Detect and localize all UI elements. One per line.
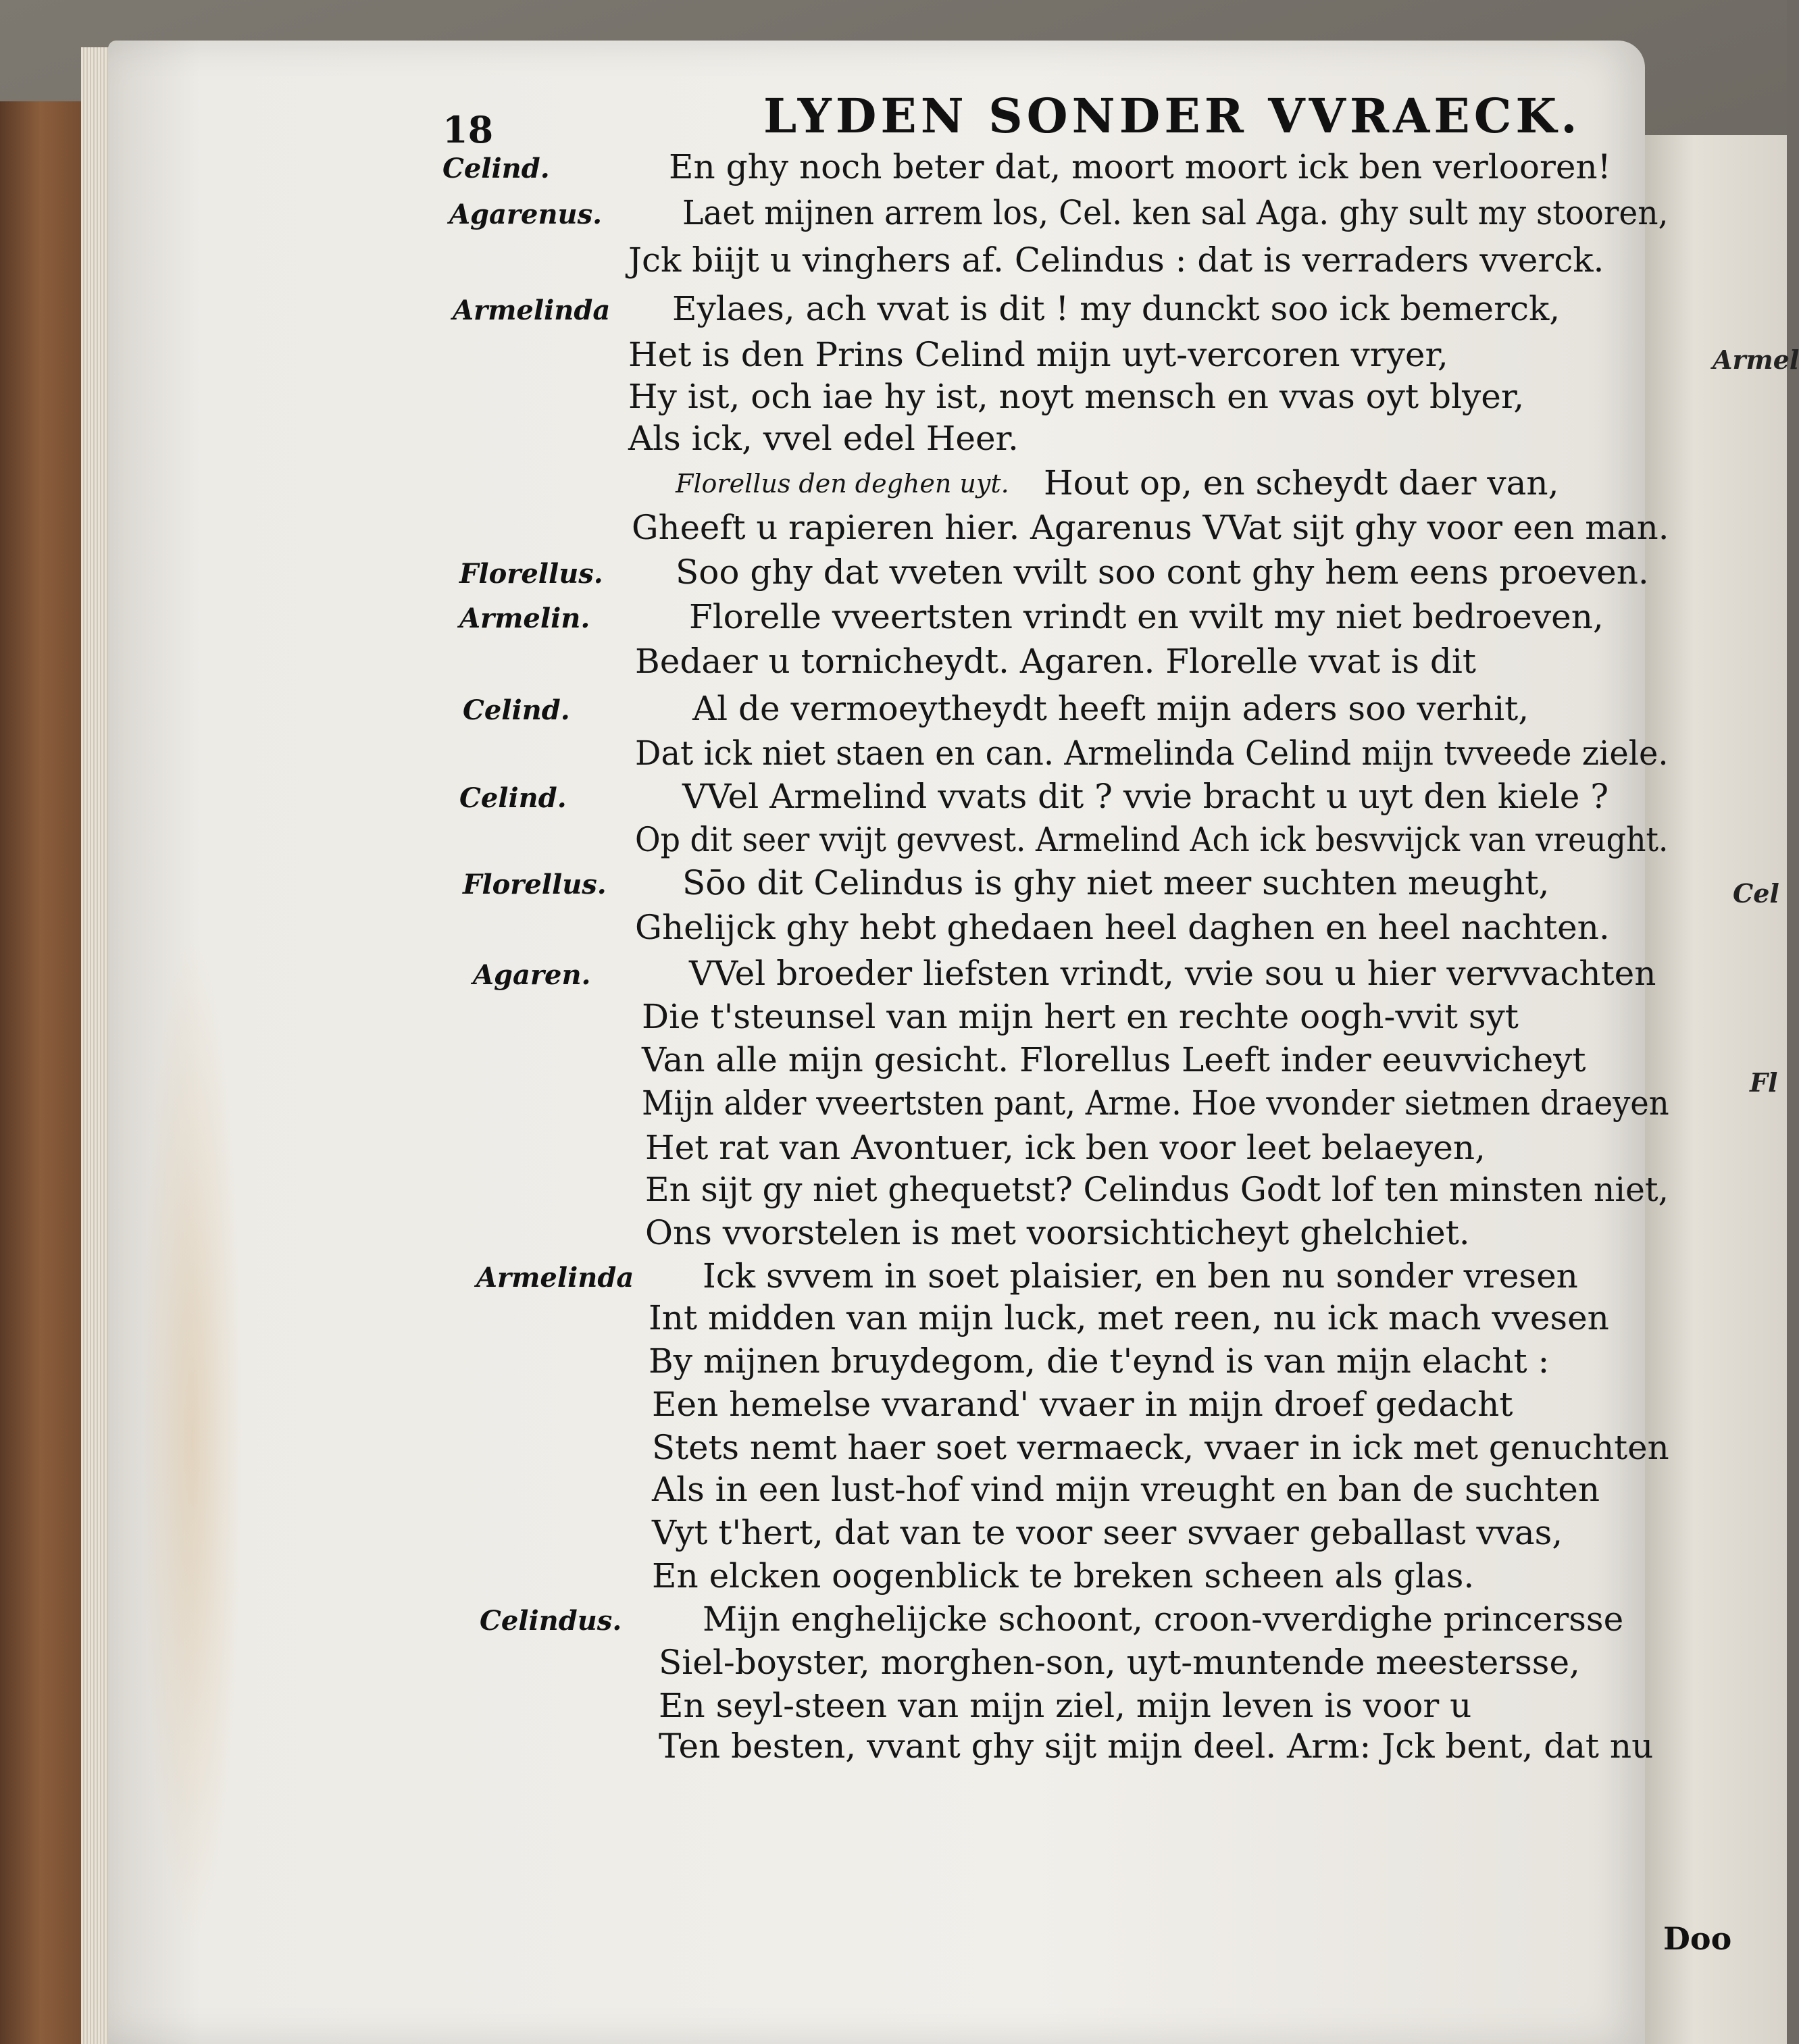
verse-line: Die t'steunsel van mijn hert en rechte oogh-vvit syt xyxy=(642,997,1519,1036)
verse-line: En seyl-steen van mijn ziel, mijn leven is voor u xyxy=(659,1686,1472,1725)
margin-fragment: Fl xyxy=(1750,1067,1778,1098)
speaker-name: Celind. xyxy=(459,782,567,814)
speaker-name: Agarenus. xyxy=(449,199,603,230)
verse-line: Van alle mijn gesicht. Florellus Leeft inder eeuvvicheyt xyxy=(642,1040,1586,1079)
verse-line: Dat ick niet staen en can. Armelinda Celind mijn tvveede ziele. xyxy=(635,734,1669,773)
verse-line: Het rat van Avontuer, ick ben voor leet belaeyen, xyxy=(645,1128,1486,1167)
verse-line: Al de vermoeytheydt heeft mijn aders soo verhit, xyxy=(692,689,1529,728)
stage-direction: Florellus den deghen uyt. xyxy=(676,469,1009,499)
margin-fragment: Armel xyxy=(1713,344,1799,375)
speaker-name: Armelinda xyxy=(453,295,611,326)
verse-line: Vyt t'hert, dat van te voor seer svvaer geballast vvas, xyxy=(652,1513,1563,1552)
verse-line: En ghy noch beter dat, moort moort ick ben verlooren! xyxy=(669,147,1611,186)
verse-line: Mijn enghelijcke schoont, croon-vverdighe princersse xyxy=(703,1600,1624,1639)
speaker-name: Agaren. xyxy=(473,959,591,991)
verse-line: En elcken oogenblick te breken scheen als glas. xyxy=(652,1556,1475,1595)
verse-line: VVel Armelind vvats dit ? vvie bracht u uyt den kiele ? xyxy=(682,777,1609,816)
catchword: Doo xyxy=(1663,1920,1732,1957)
verse-line: Het is den Prins Celind mijn uyt-vercoren vryer, xyxy=(628,335,1448,374)
speaker-name: Florellus. xyxy=(463,869,607,900)
verse-line: Een hemelse vvarand' vvaer in mijn droef gedacht xyxy=(652,1385,1513,1424)
verse-line: Siel-boyster, morghen-son, uyt-muntende meestersse, xyxy=(659,1643,1580,1682)
verse-line: Gheeft u rapieren hier. Agarenus VVat sijt ghy voor een man. xyxy=(632,508,1669,547)
verse-line: Ick svvem in soet plaisier, en ben nu sonder vresen xyxy=(703,1256,1578,1296)
speaker-name: Armelin. xyxy=(459,603,590,634)
verse-line: Eylaes, ach vvat is dit ! my dunckt soo ick bemerck, xyxy=(672,289,1561,328)
verse-line: Soo ghy dat vveten vvilt soo cont ghy hem eens proeven. xyxy=(676,553,1649,592)
running-head: LYDEN SONDER VVRAECK. xyxy=(763,88,1581,144)
verse-line: Op dit seer vvijt gevvest. Armelind Ach ick besvvijck van vreught. xyxy=(635,820,1669,859)
verse-line: Int midden van mijn luck, met reen, nu ick mach vvesen xyxy=(649,1298,1609,1337)
verse-line: By mijnen bruydegom, die t'eynd is van mijn elacht : xyxy=(649,1342,1550,1381)
speaker-name: Celind. xyxy=(442,153,550,184)
page-number: 18 xyxy=(442,108,494,151)
verse-line: Laet mijnen arrem los, Cel. ken sal Aga. ghy sult my stooren, xyxy=(682,193,1669,232)
verse-line: Florelle vveertsten vrindt en vvilt my niet bedroeven, xyxy=(689,597,1604,636)
speaker-name: Celindus. xyxy=(480,1605,622,1637)
verse-line: Hy ist, och iae hy ist, noyt mensch en vvas oyt blyer, xyxy=(628,377,1525,416)
margin-fragment: Cel xyxy=(1733,878,1779,909)
verse-line: Ten besten, vvant ghy sijt mijn deel. Arm: Jck bent, dat nu xyxy=(659,1727,1654,1766)
page-stain xyxy=(142,932,243,1945)
speaker-name: Celind. xyxy=(463,694,570,726)
verse-line: Bedaer u tornicheydt. Agaren. Florelle vvat is dit xyxy=(635,642,1476,681)
verse-line: Mijn alder vveertsten pant, Arme. Hoe vvonder sietmen draeyen xyxy=(642,1083,1669,1123)
verse-line: Stets nemt haer soet vermaeck, vvaer in ick met genuchten xyxy=(652,1428,1669,1467)
speaker-name: Armelinda xyxy=(476,1262,634,1294)
verse-line: Ons vvorstelen is met voorsichticheyt ghelchiet. xyxy=(645,1213,1470,1252)
speaker-name: Florellus. xyxy=(459,558,603,590)
verse-line: Als in een lust-hof vind mijn vreught en ban de suchten xyxy=(652,1470,1600,1509)
verse-line: Ghelijck ghy hebt ghedaen heel daghen en heel nachten. xyxy=(635,908,1610,947)
verse-line: Sōo dit Celindus is ghy niet meer suchten meught, xyxy=(682,863,1550,902)
verse-line: VVel broeder liefsten vrindt, vvie sou u hier vervvachten xyxy=(689,954,1656,993)
verse-line: Hout op, en scheydt daer van, xyxy=(1044,463,1559,503)
verse-line: Als ick, vvel edel Heer. xyxy=(628,419,1019,458)
verse-line: Jck biijt u vinghers af. Celindus : dat is verraders vverck. xyxy=(628,240,1604,280)
verse-line: En sijt gy niet ghequetst? Celindus Godt lof ten minsten niet, xyxy=(645,1170,1669,1209)
